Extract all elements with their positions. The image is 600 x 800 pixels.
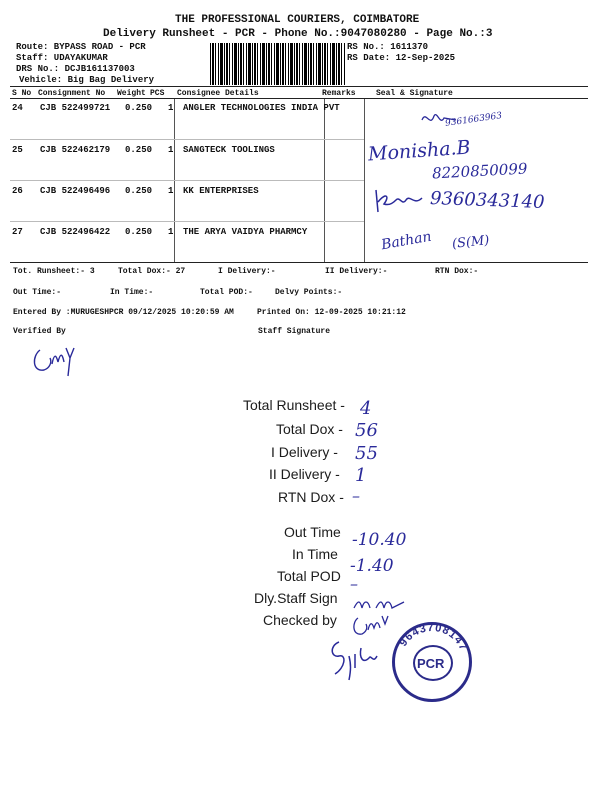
table-row-weight: 0.250 (125, 186, 153, 196)
runsheet-subtitle: Delivery Runsheet - PCR - Phone No.:9047080280 - Page No.:3 (103, 28, 493, 40)
table-row-pcs: 1 (168, 103, 174, 113)
rs-number: RS No.: 1611370 (347, 42, 429, 52)
stamp-total-runsheet-label: Total Runsheet - (243, 397, 345, 413)
table-row-consignment: CJB 522462179 (40, 145, 111, 155)
signature-name-4: Bathan (379, 228, 433, 254)
tot-runsheet: Tot. Runsheet:- 3 (13, 267, 95, 276)
verified-by: Verified By (13, 327, 66, 336)
stamp-total-dox-value: 56 (355, 420, 378, 441)
signature-extra-4: (S(M) (451, 233, 491, 252)
out-time: Out Time:- (13, 288, 62, 297)
table-row-consignment: CJB 522496422 (40, 227, 111, 237)
dly-staff-signature (352, 594, 412, 614)
table-row-consignment: CJB 522499721 (40, 103, 111, 113)
barcode (210, 43, 345, 85)
stamp-out-time-label: Out Time (284, 524, 341, 540)
table-row-weight: 0.250 (125, 103, 153, 113)
company-title: THE PROFESSIONAL COURIERS, COIMBATORE (175, 14, 420, 26)
staff-signature: Staff Signature (258, 327, 331, 336)
table-row-sno: 26 (12, 186, 23, 196)
col-seal: Seal & Signature (376, 89, 453, 98)
col-weight: Weight (117, 89, 146, 98)
col-pcs: PCS (150, 89, 165, 98)
stamp-out-time-value: -10.40 (352, 530, 407, 550)
staff: Staff: UDAYAKUMAR (16, 53, 108, 63)
supervisor-signature (325, 634, 385, 686)
table-row-pcs: 1 (168, 227, 174, 237)
stamp-ii-delivery-label: II Delivery - (269, 466, 340, 482)
table-row-consignee: ANGLER TECHNOLOGIES INDIA PVT (183, 103, 340, 113)
table-row-sno: 27 (12, 227, 23, 237)
signature-phone-1: 9361663963 (444, 111, 503, 129)
col-sno: S No (12, 89, 32, 98)
stamp-total-pod-value: – (350, 574, 358, 593)
signature-phone-3: 9360343140 (429, 188, 545, 213)
table-row-weight: 0.250 (125, 145, 153, 155)
table-row-sno: 24 (12, 103, 23, 113)
delvy-points: Delvy Points:- (275, 288, 343, 297)
stamp-total-runsheet-value: 4 (360, 398, 372, 419)
table-row-consignment: CJB 522496496 (40, 186, 111, 196)
stamp-ii-delivery-value: 1 (355, 465, 367, 486)
table-row-sno: 25 (12, 145, 23, 155)
col-consignment: Consignment No (38, 89, 106, 98)
stamp-in-time-value: -1.40 (350, 556, 394, 576)
signature-phone-2: 8220850099 (431, 159, 528, 183)
stamp-i-delivery-label: I Delivery - (271, 444, 338, 460)
vehicle: Vehicle: Big Bag Delivery (19, 75, 155, 85)
ii-delivery: II Delivery:- (325, 267, 388, 276)
table-row-weight: 0.250 (125, 227, 153, 237)
route: Route: BYPASS ROAD - PCR (16, 42, 146, 52)
total-dox: Total Dox:- 27 (118, 267, 186, 276)
printed-on: Printed On: 12-09-2025 10:21:12 (257, 308, 406, 317)
table-row-pcs: 1 (168, 145, 174, 155)
rtn-dox: RTN Dox:- (435, 267, 479, 276)
entered-by: Entered By :MURUGESHPCR 09/12/2025 10:20:59 AM (13, 308, 234, 317)
drs-number: DRS No.: DCJB161137003 (16, 64, 135, 74)
table-row-pcs: 1 (168, 186, 174, 196)
stamp-rtn-dox-label: RTN Dox - (278, 489, 344, 505)
i-delivery: I Delivery:- (218, 267, 276, 276)
stamp-total-dox-label: Total Dox - (276, 421, 343, 437)
col-remarks: Remarks (322, 89, 356, 98)
seal-number-ring (392, 622, 472, 702)
seal-label: PCR (417, 656, 445, 671)
col-consignee: Consignee Details (177, 89, 259, 98)
stamp-i-delivery-value: 55 (355, 443, 378, 464)
in-time: In Time:- (110, 288, 154, 297)
stamp-checked-by-label: Checked by (263, 612, 337, 628)
total-pod: Total POD:- (200, 288, 253, 297)
stamp-total-pod-label: Total POD (277, 568, 341, 584)
signature-scribble-3 (372, 186, 428, 216)
table-row-consignee: SANGTECK TOOLINGS (183, 145, 275, 155)
table-row-consignee: KK ENTERPRISES (183, 186, 259, 196)
signature-name-2: Monisha.B (367, 136, 472, 166)
stamp-rtn-dox-value: – (352, 486, 360, 505)
table-row-consignee: THE ARYA VAIDYA PHARMCY (183, 227, 308, 237)
stamp-in-time-label: In Time (292, 546, 338, 562)
stamp-dly-staff-sign-label: Dly.Staff Sign (254, 590, 338, 606)
rs-date: RS Date: 12-Sep-2025 (347, 53, 456, 63)
verified-initials (30, 342, 80, 382)
seal-number: 9643708147 (397, 622, 470, 653)
